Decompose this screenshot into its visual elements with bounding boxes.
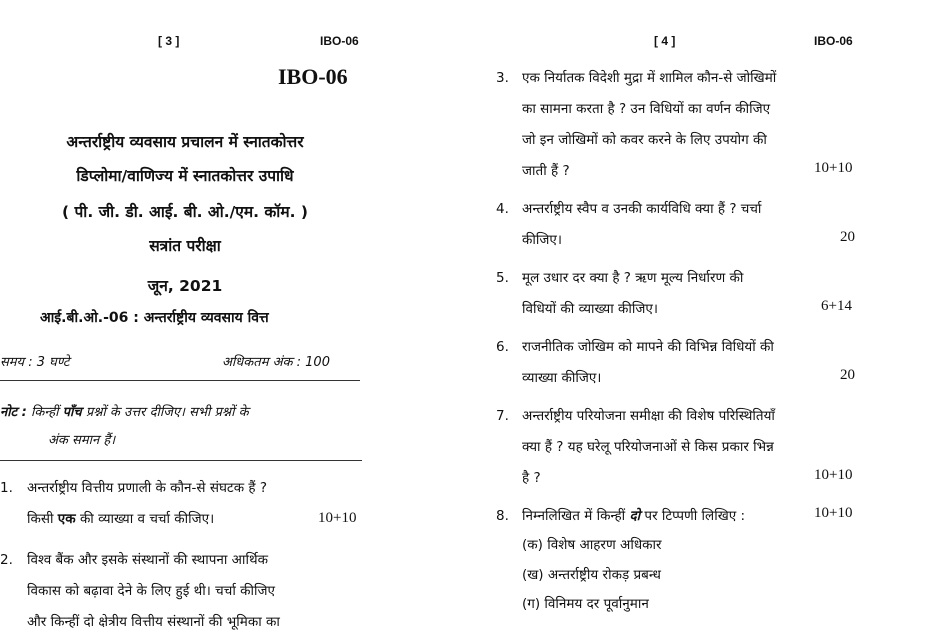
question-text <box>522 501 745 532</box>
question-text: विधियों की व्याख्या कीजिए। <box>522 301 658 317</box>
max-marks: अधिकतम अंक : 100 <box>222 355 330 370</box>
sub-question: (ख) अन्तर्राष्ट्रीय रोकड़ प्रबन्ध <box>522 567 661 583</box>
question-text: विकास को बढ़ावा देने के लिए हुई थी। चर्चा कीजिए <box>27 583 275 599</box>
question-number: 1. <box>0 480 13 496</box>
sub-question: (क) विशेष आहरण अधिकार <box>522 537 662 553</box>
emphasis: दो <box>629 508 641 524</box>
note-emph: पाँच <box>62 405 82 420</box>
question-marks: 20 <box>840 229 855 245</box>
exam-date: जून, 2021 <box>147 277 223 295</box>
text: पर टिप्पणी लिखिए : <box>644 508 746 524</box>
text: किसी <box>27 511 54 527</box>
paper-code: IBO-06 <box>278 64 348 89</box>
divider <box>0 460 362 461</box>
question-marks: 10+10 <box>814 467 853 483</box>
question-number: 7. <box>496 408 509 424</box>
page-number: [ 4 ] <box>654 34 676 48</box>
title-line-2: डिप्लोमा/वाणिज्य में स्नातकोत्तर उपाधि <box>76 167 294 185</box>
text: की व्याख्या व चर्चा कीजिए। <box>79 511 215 527</box>
question-number: 2. <box>0 552 13 568</box>
note-pre: किन्हीं <box>31 405 59 420</box>
question-marks: 10+10 <box>318 510 357 526</box>
title-line-3: ( पी. जी. डी. आई. बी. ओ./एम. कॉम. ) <box>62 203 308 221</box>
question-marks: 20 <box>840 367 855 383</box>
instructions-line-2: अंक समान हैं। <box>48 433 116 448</box>
question-number: 8. <box>496 508 509 524</box>
question-text: जो इन जोखिमों को कवर करने के लिए उपयोग की <box>522 132 767 148</box>
question-text: अन्तर्राष्ट्रीय परियोजना समीक्षा की विशेष परिस्थितियाँ <box>522 408 775 424</box>
note-post: प्रश्नों के उत्तर दीजिए। सभी प्रश्नों के <box>85 405 249 420</box>
text: निम्नलिखित में किन्हीं <box>522 508 626 524</box>
question-text: व्याख्या कीजिए। <box>522 370 602 386</box>
question-marks: 10+10 <box>814 160 853 176</box>
divider <box>0 380 360 381</box>
paper-code-small: IBO-06 <box>320 34 359 48</box>
sub-question: (ग) विनिमय दर पूर्वानुमान <box>522 596 649 612</box>
question-text: और किन्हीं दो क्षेत्रीय वित्तीय संस्थानों की भूमिका का <box>27 614 280 630</box>
question-text: एक निर्यातक विदेशी मुद्रा में शामिल कौन-से जोखिमों <box>522 70 777 86</box>
question-number: 4. <box>496 201 509 217</box>
question-text <box>27 504 214 535</box>
page-number: [ 3 ] <box>158 34 180 48</box>
title-line-1: अन्तर्राष्ट्रीय व्यवसाय प्रचालन में स्नातकोत्तर <box>66 133 304 151</box>
question-marks: 6+14 <box>821 298 852 314</box>
question-text: विश्व बैंक और इसके संस्थानों की स्थापना आर्थिक <box>27 552 268 568</box>
question-text: क्या हैं ? यह घरेलू परियोजनाओं से किस प्रकार भिन्न <box>522 439 774 455</box>
question-text: मूल उधार दर क्या है ? ऋण मूल्य निर्धारण की <box>522 270 744 286</box>
question-number: 3. <box>496 70 509 86</box>
time-allowed: समय : 3 घण्टे <box>0 355 70 370</box>
question-text: अन्तर्राष्ट्रीय स्वैप व उनकी कार्यविधि क्या हैं ? चर्चा <box>522 201 762 217</box>
note-label: नोट : <box>0 405 27 420</box>
question-marks: 10+10 <box>814 505 853 521</box>
instructions <box>0 402 370 420</box>
question-text: जाती हैं ? <box>522 163 570 179</box>
emphasis: एक <box>57 511 76 527</box>
question-number: 6. <box>496 339 509 355</box>
question-text: का सामना करता है ? उन विधियों का वर्णन कीजिए <box>522 101 771 117</box>
course-title: आई.बी.ओ.-06 : अन्तर्राष्ट्रीय व्यवसाय वित्त <box>40 310 269 326</box>
question-text: अन्तर्राष्ट्रीय वित्तीय प्रणाली के कौन-से संघटक हैं ? <box>27 480 268 496</box>
question-text: कीजिए। <box>522 232 562 248</box>
question-text: राजनीतिक जोखिम को मापने की विभिन्न विधियों की <box>522 339 774 355</box>
question-number: 5. <box>496 270 509 286</box>
exam-name: सत्रांत परीक्षा <box>149 237 221 255</box>
paper-code-small: IBO-06 <box>814 34 853 48</box>
question-text: है ? <box>522 470 541 486</box>
